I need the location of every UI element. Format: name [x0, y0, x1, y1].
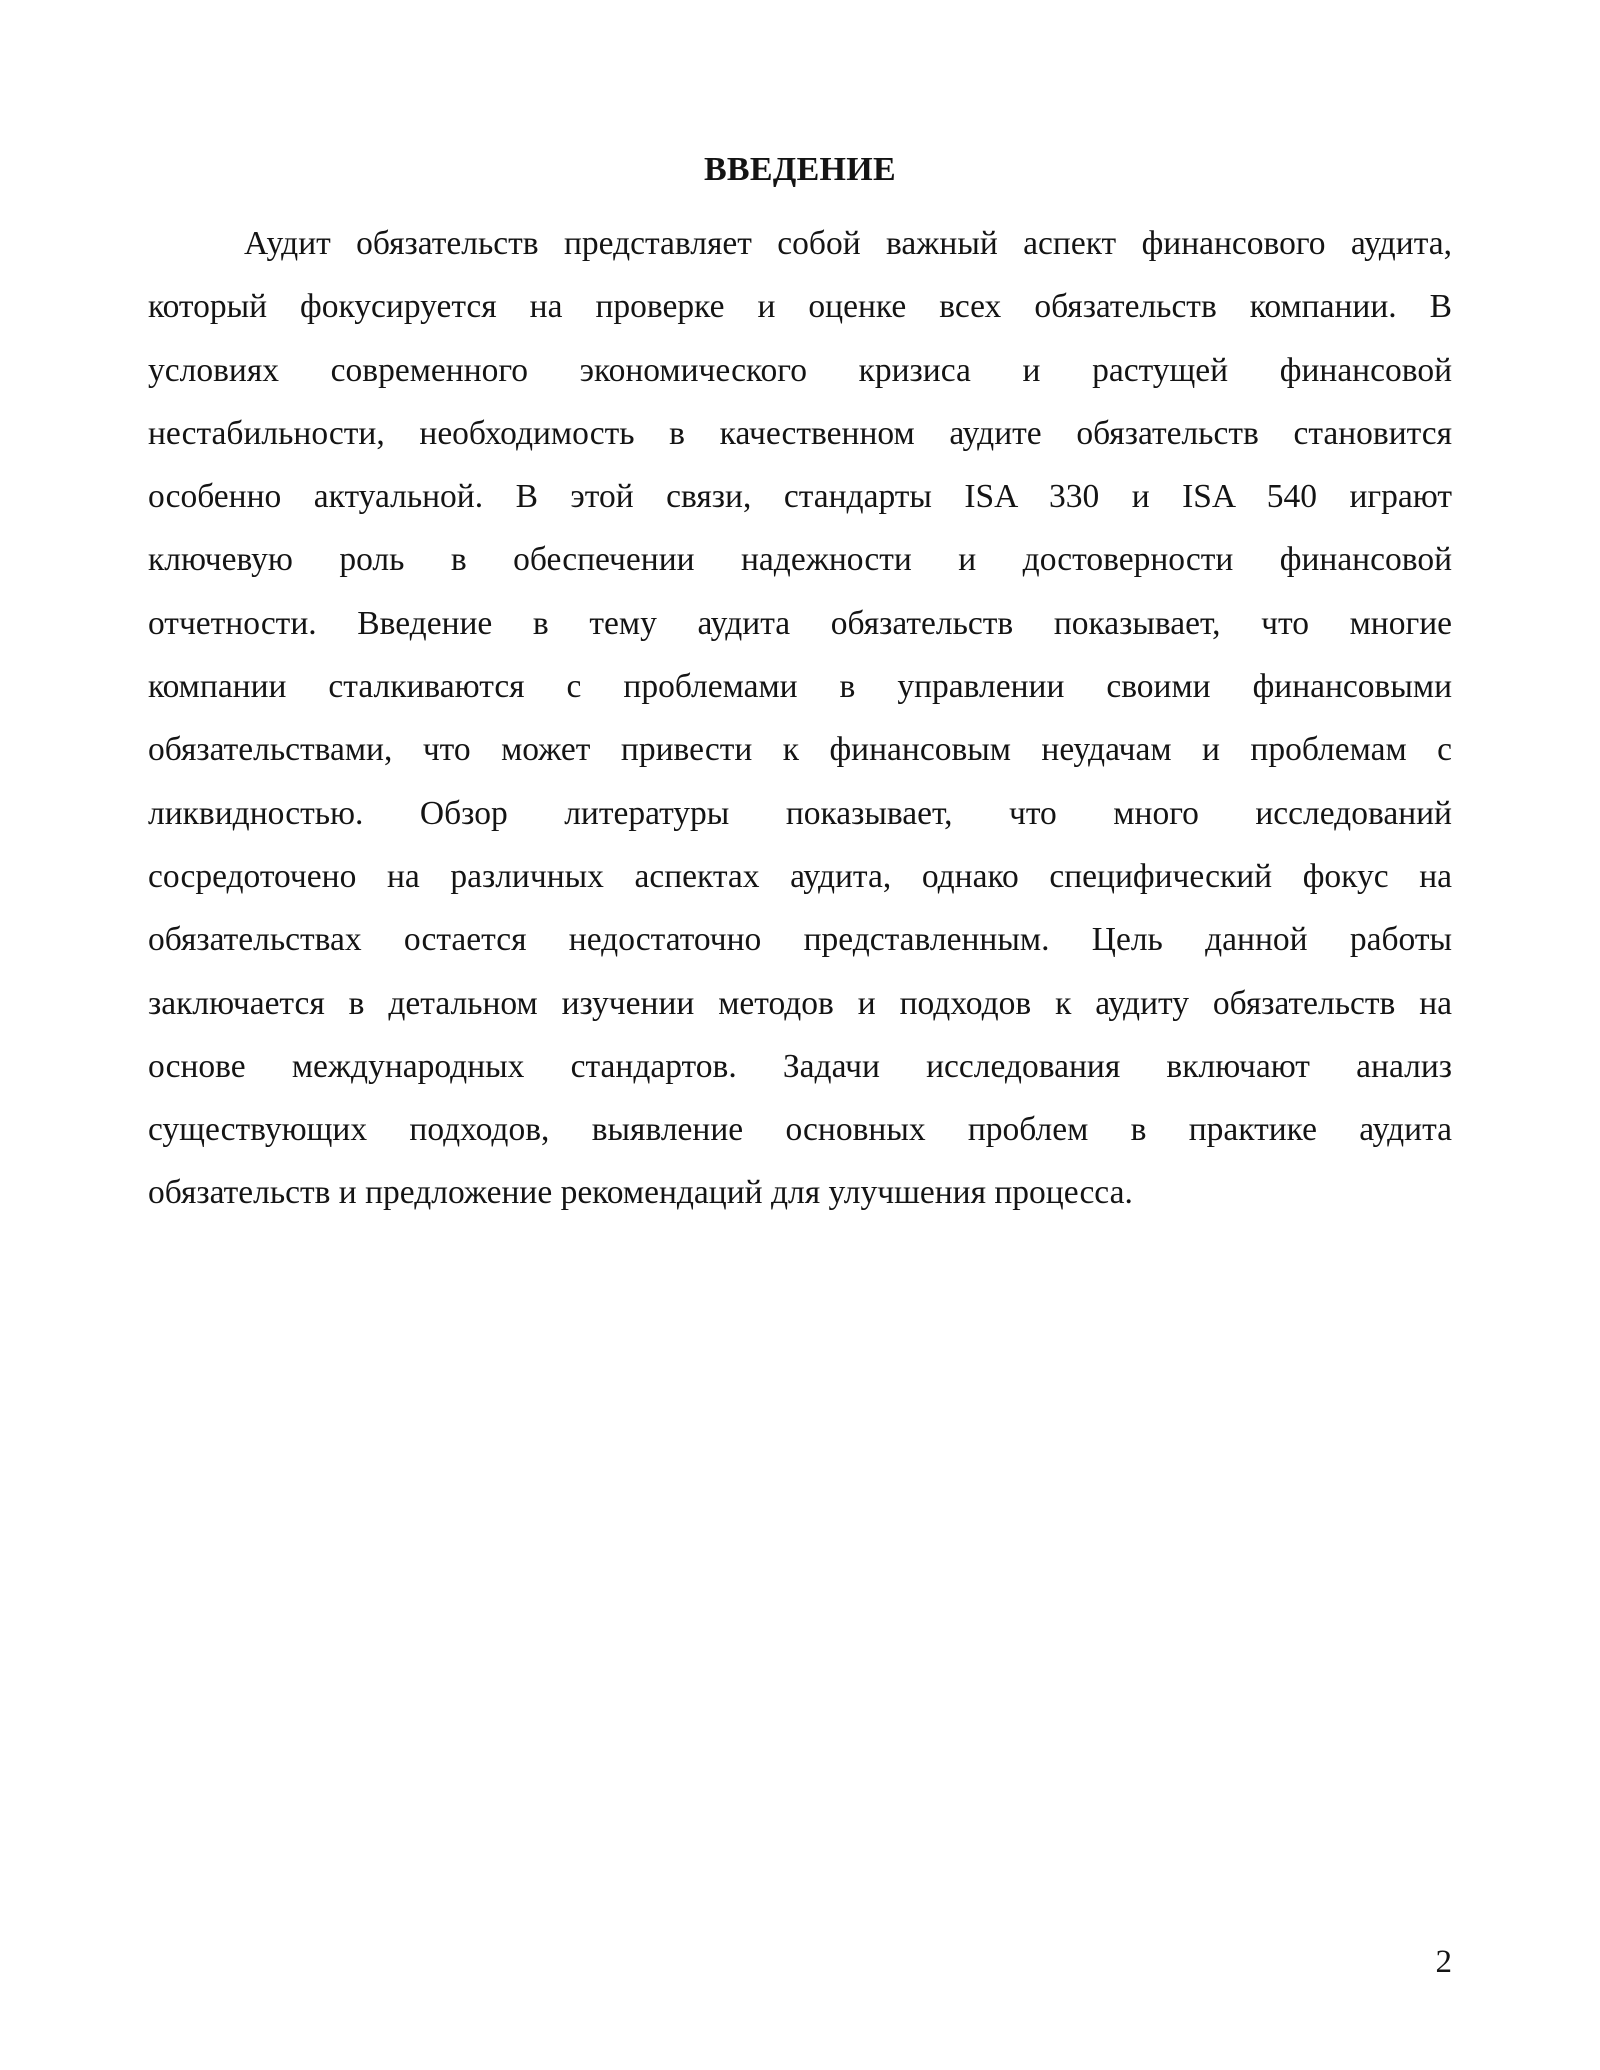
paragraph-line: обязательств и предложение рекомендаций для улучшения процесса.	[148, 1174, 1133, 1212]
paragraph-line: обязательствах остается недостаточно представленным. Цель данной работы	[148, 921, 1452, 959]
intro-paragraph	[148, 222, 1452, 1235]
paragraph-line: ликвидностью. Обзор литературы показывает, что много исследований	[148, 794, 1452, 832]
section-heading: ВВЕДЕНИЕ	[703, 151, 897, 188]
paragraph-line: компании сталкиваются с проблемами в управлении своими финансовыми	[148, 668, 1452, 706]
paragraph-line: отчетности. Введение в тему аудита обязательств показывает, что многие	[148, 604, 1452, 642]
paragraph-line: обязательствами, что может привести к финансовым неудачам и проблемам с	[148, 731, 1452, 769]
paragraph-line: основе международных стандартов. Задачи исследования включают анализ	[148, 1047, 1452, 1085]
paragraph-line: сосредоточено на различных аспектах аудита, однако специфический фокус на	[148, 857, 1452, 895]
paragraph-line: ключевую роль в обеспечении надежности и достоверности финансовой	[148, 541, 1452, 579]
paragraph-line: нестабильности, необходимость в качественном аудите обязательств становится	[148, 414, 1452, 452]
page-number: 2	[1435, 1944, 1452, 1980]
paragraph-line: существующих подходов, выявление основных проблем в практике аудита	[148, 1111, 1452, 1149]
paragraph-line: Аудит обязательств представляет собой важный аспект финансового аудита,	[244, 225, 1452, 262]
paragraph-line: особенно актуальной. В этой связи, стандарты ISA 330 и ISA 540 играют	[148, 478, 1452, 516]
paragraph-line: заключается в детальном изучении методов и подходов к аудиту обязательств на	[148, 984, 1452, 1022]
paragraph-line: условиях современного экономического кризиса и растущей финансовой	[148, 351, 1452, 389]
paragraph-line: который фокусируется на проверке и оценке всех обязательств компании. В	[148, 288, 1452, 326]
